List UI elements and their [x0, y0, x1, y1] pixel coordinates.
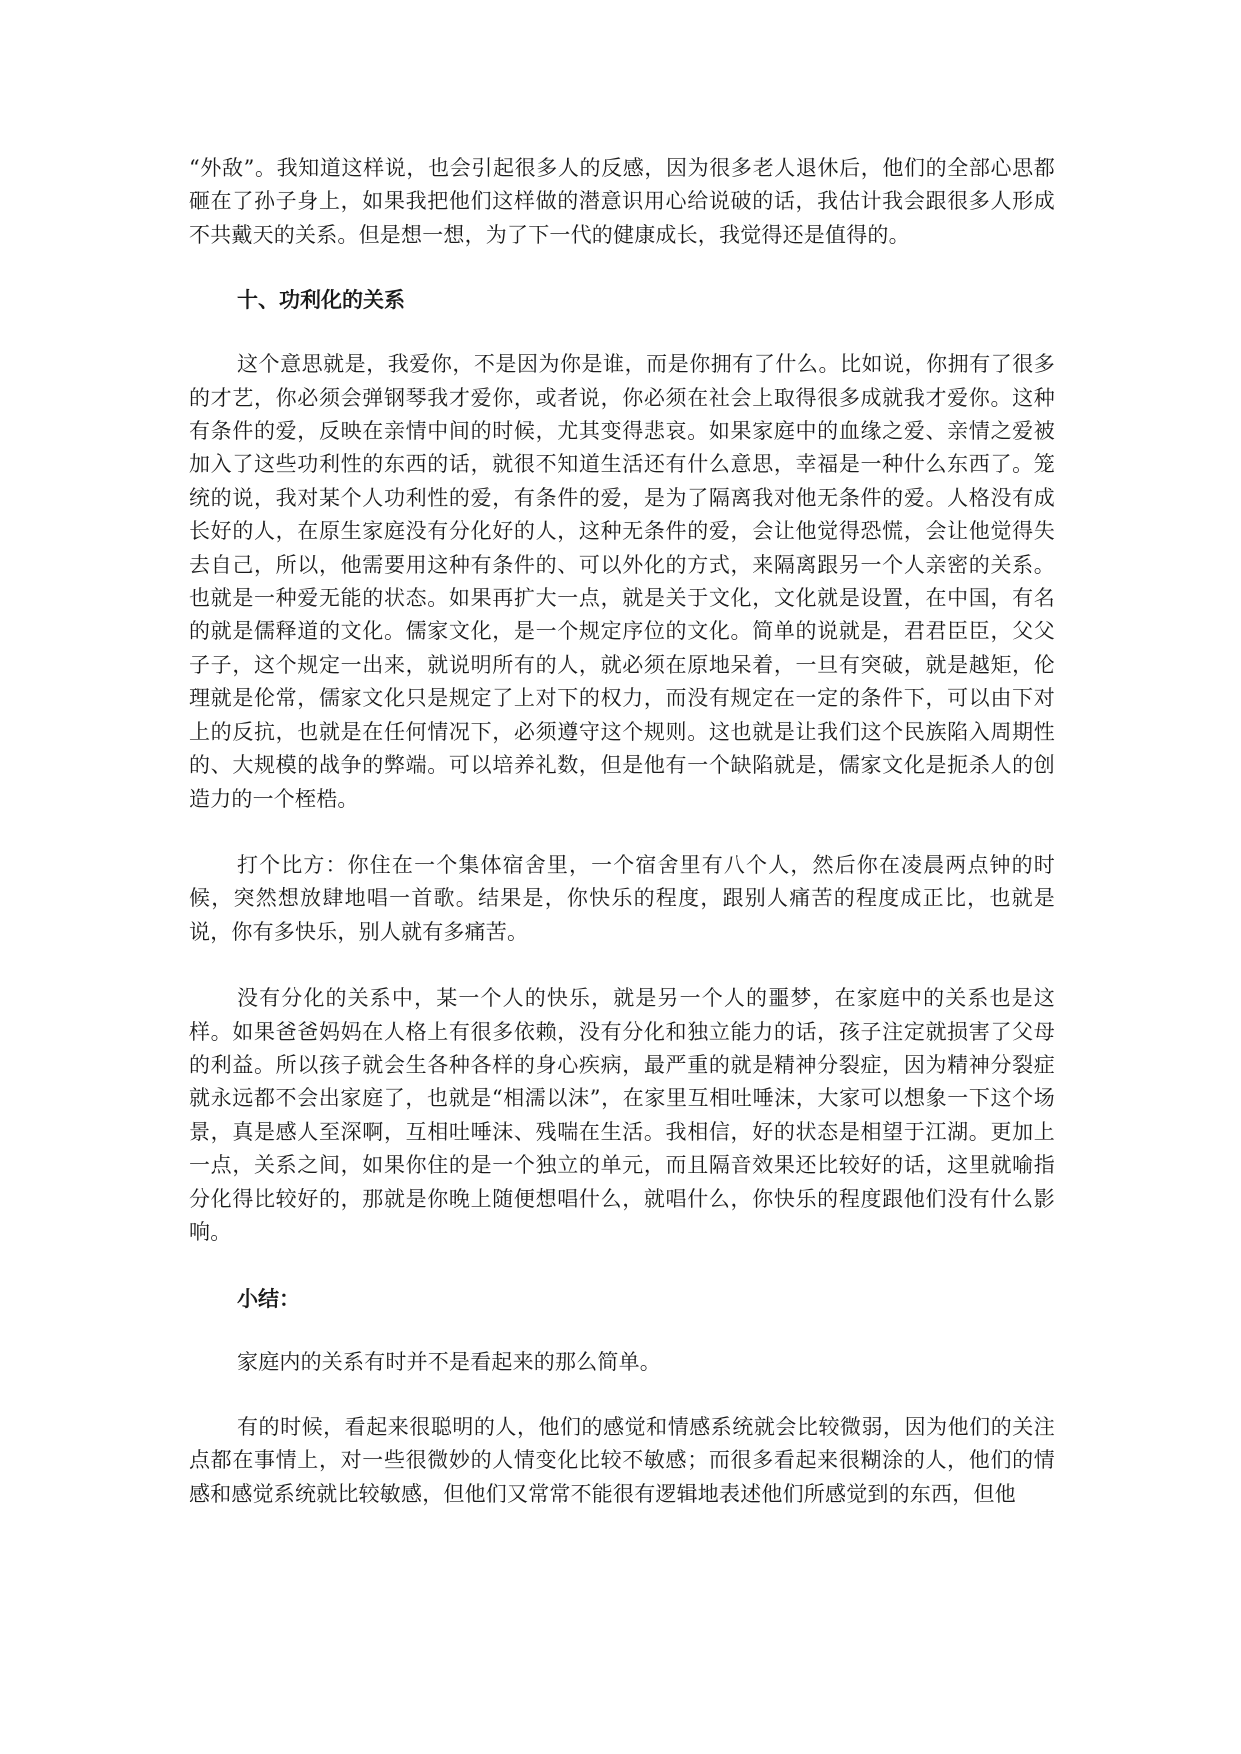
section-heading-summary: 小结：	[237, 1287, 300, 1312]
paragraph-dormitory-analogy: 打个比方：你住在一个集体宿舍里，一个宿舍里有八个人，然后你在凌晨两点钟的时候，突然想放肆地唱一首歌。结果是，你快乐的程度，跟别人痛苦的程度成正比，也就是说，你有多快乐，别人就有多痛苦。	[189, 852, 1055, 944]
paragraph-intro: “外敌”。我知道这样说，也会引起很多人的反感，因为很多老人退休后，他们的全部心思都砸在了孙子身上，如果我把他们这样做的潜意识用心给说破的话，我估计我会跟很多人形成不共戴天的关系。但是想一想，为了下一代的健康成长，我觉得还是值得的。	[189, 156, 1055, 247]
paragraph-conditional-love: 这个意思就是，我爱你，不是因为你是谁，而是你拥有了什么。比如说，你拥有了很多的才艺，你必须会弹钢琴我才爱你，或者说，你必须在社会上取得很多成就我才爱你。这种有条件的爱，反映在亲情中间的时候，尤其变得悲哀。如果家庭中的血缘之爱、亲情之爱被加入了这些功利性的东西的话，就很不知道生活还有什么意思，幸福是一种什么东西了。笼统的说，我对某个人功利性的爱，有条件的爱，是为了隔离我对他无条件的爱。人格没有成长好的人，在原生家庭没有分化好的人，这种无条件的爱，会让他觉得恐慌，会让他觉得失去自己，所以，他需要用这种有条件的、可以外化的方式，来隔离跟另一个人亲密的关系。也就是一种爱无能的状态。如果再扩大一点，就是关于文化，文化就是设置，在中国，有名的就是儒释道的文化。儒家文化，是一个规定序位的文化。简单的说就是，君君臣臣，父父子子，这个规定一出来，就说明所有的人，就必须在原地呆着，一旦有突破，就是越矩，伦理就是伦常，儒家文化只是规定了上对下的权力，而没有规定在一定的条件下，可以由下对上的反抗，也就是在任何情况下，必须遵守这个规则。这也就是让我们这个民族陷入周期性的、大规模的战争的弊端。可以培养礼数，但是他有一个缺陷就是，儒家文化是扼杀人的创造力的一个桎梏。	[189, 352, 1055, 811]
paragraph-summary-first: 家庭内的关系有时并不是看起来的那么简单。	[237, 1350, 661, 1375]
section-heading-utilitarian-relationship: 十、功利化的关系	[237, 288, 405, 313]
document-page	[189, 152, 1055, 1511]
paragraph-undifferentiated-relationship: 没有分化的关系中，某一个人的快乐，就是另一个人的噩梦，在家庭中的关系也是这样。如果爸爸妈妈在人格上有很多依赖，没有分化和独立能力的话，孩子注定就损害了父母的利益。所以孩子就会生各种各样的身心疾病，最严重的就是精神分裂症，因为精神分裂症就永远都不会出家庭了，也就是“相濡以沫”，在家里互相吐唾沫，大家可以想象一下这个场景，真是感人至深啊，互相吐唾沫、残喘在生活。我相信，好的状态是相望于江湖。更加上一点，关系之间，如果你住的是一个独立的单元，而且隔音效果还比较好的话，这里就喻指分化得比较好的，那就是你晚上随便想唱什么，就唱什么，你快乐的程度跟他们没有什么影响。	[189, 986, 1055, 1244]
paragraph-summary-second: 有的时候，看起来很聪明的人，他们的感觉和情感系统就会比较微弱，因为他们的关注点都在事情上，对一些很微妙的人情变化比较不敏感；而很多看起来很糊涂的人，他们的情感和感觉系统就比较敏感，但他们又常常不能很有逻辑地表述他们所感觉到的东西，但他	[189, 1414, 1055, 1506]
